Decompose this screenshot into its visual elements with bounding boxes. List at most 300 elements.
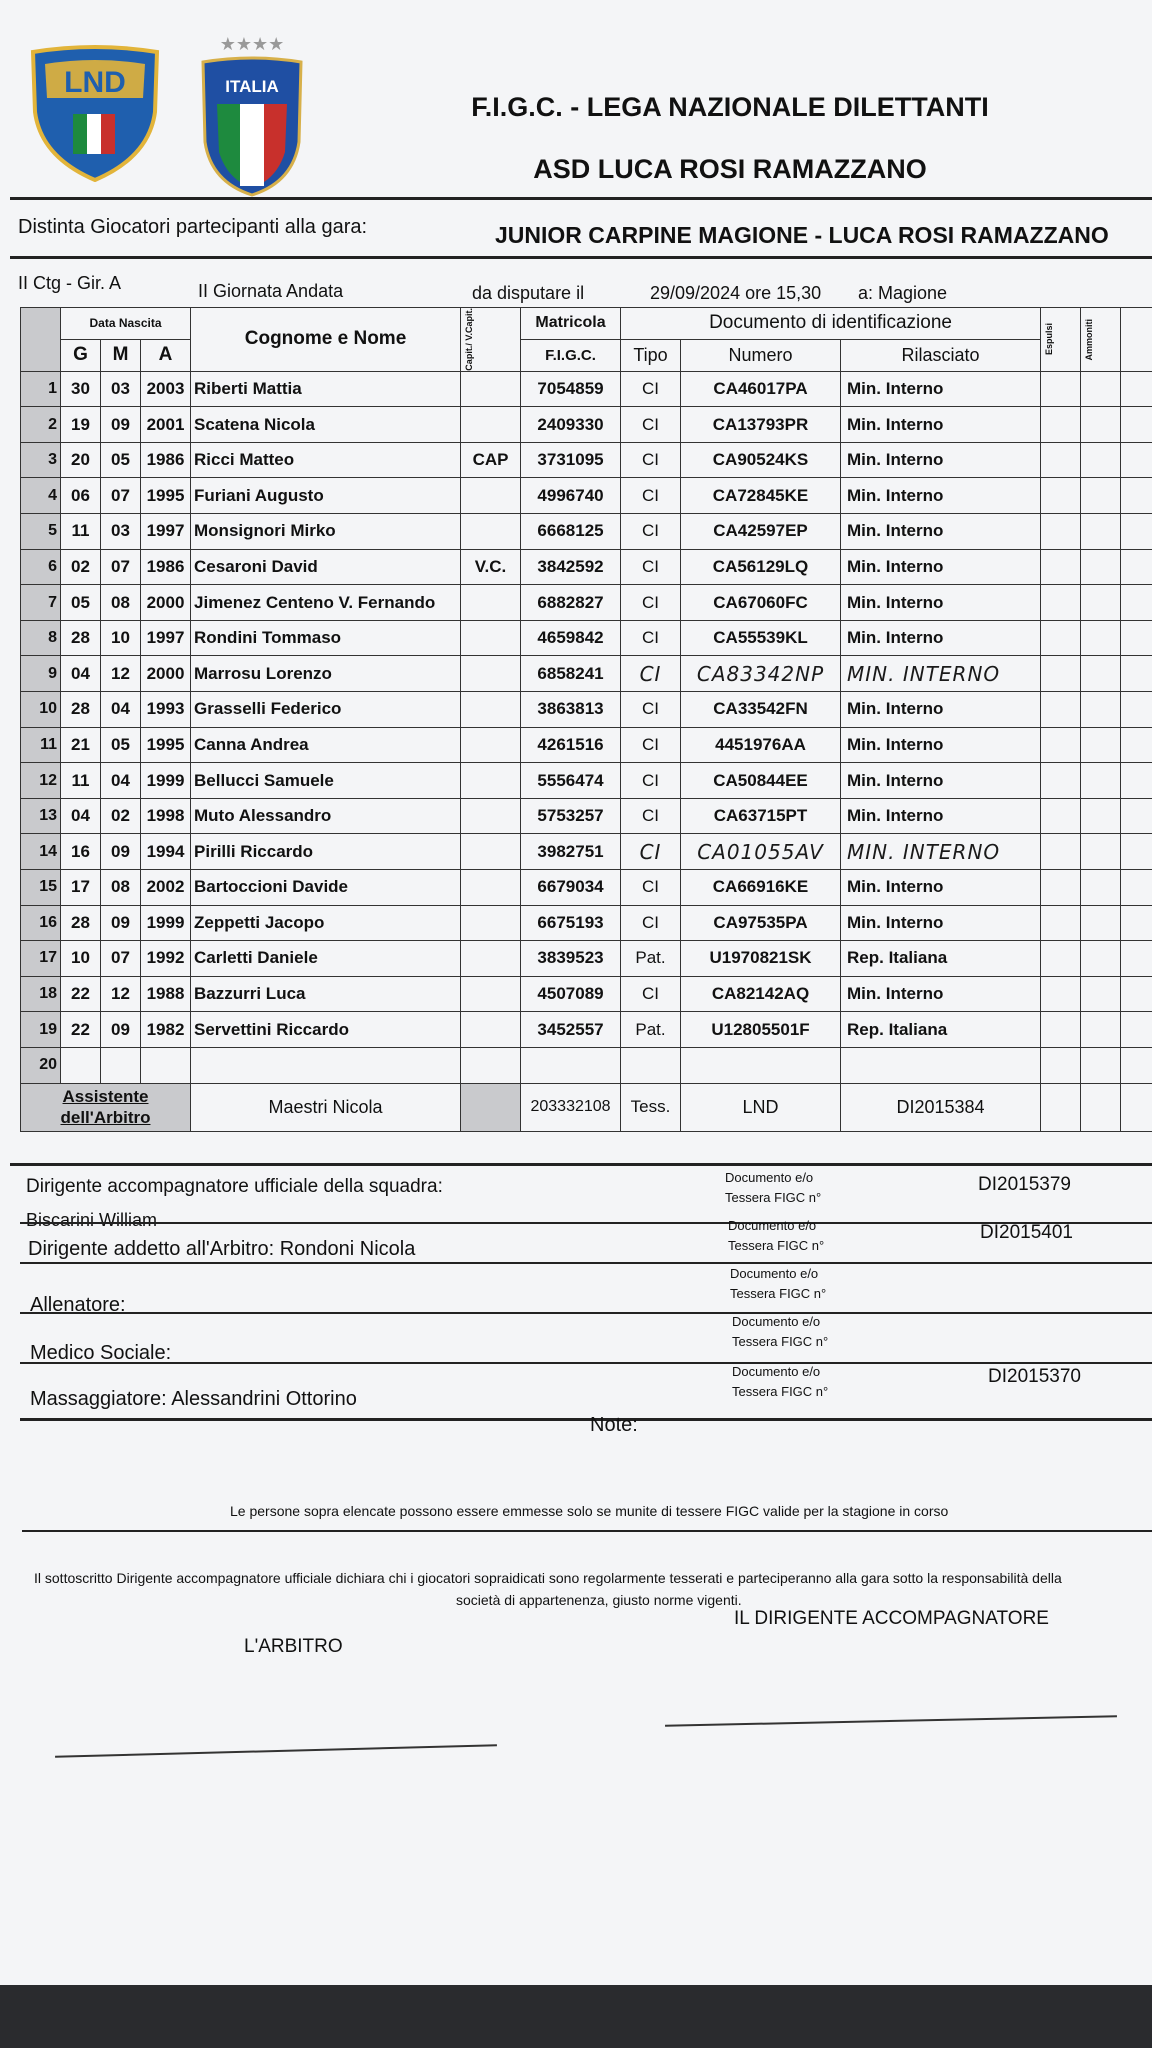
captain-mark [461,371,521,407]
document-type [621,1047,681,1083]
row-number: 15 [21,870,61,906]
extra-cell [1121,1012,1152,1048]
warned-cell [1081,1012,1121,1048]
matricola: 4507089 [521,976,621,1012]
matricola: 6858241 [521,656,621,692]
birth-day: 11 [61,514,101,550]
table-row [21,514,1152,550]
document-number: CA82142AQ [681,976,841,1012]
document-type: CI [621,442,681,478]
validity-notice: Le persone sopra elencate possono essere emmesse solo se munite di tessere FIGC valide per la stagione in corso [230,1503,949,1519]
document-issued: Min. Interno [841,727,1041,763]
document-number: CA72845KE [681,478,841,514]
player-name: Riberti Mattia [191,371,461,407]
captain-mark [461,514,521,550]
matricola: 3839523 [521,941,621,977]
captain-mark [461,1047,521,1083]
svg-text:ITALIA: ITALIA [225,77,279,96]
birth-day: 21 [61,727,101,763]
document-type: CI [621,478,681,514]
dirigente-label: Dirigente accompagnatore ufficiale della squadra: [26,1176,443,1197]
issued-header: Rilasciato [841,339,1041,371]
row-number: 20 [21,1047,61,1083]
assistant-name: Maestri Nicola [191,1083,461,1131]
doc-label-5a: Documento e/o [732,1364,821,1379]
arbitro-dirigente-label: Dirigente addetto all'Arbitro: Rondoni Nicola [28,1238,416,1260]
document-issued: MIN. INTERNO [841,656,1041,692]
player-name: Cesaroni David [191,549,461,585]
player-name: Scatena Nicola [191,407,461,443]
captain-mark [461,692,521,728]
birth-year: 1999 [141,763,191,799]
document-type: CI [621,692,681,728]
row-number-header [21,308,61,372]
birth-year: 1998 [141,798,191,834]
document-number: CA83342NP [681,656,841,692]
referee-signature-line [55,1744,497,1758]
document-number: CA56129LQ [681,549,841,585]
row-number: 7 [21,585,61,621]
warned-cell [1081,478,1121,514]
player-name: Bellucci Samuele [191,763,461,799]
extra-cell [1121,620,1152,656]
extra-cell [1121,371,1152,407]
captain-mark [461,478,521,514]
warned-cell [1081,585,1121,621]
birth-month: 05 [101,727,141,763]
table-row [21,1047,1152,1083]
birth-day: 30 [61,371,101,407]
warned-cell [1081,976,1121,1012]
warned-cell [1081,1047,1121,1083]
header-divider [10,197,1152,200]
captain-mark [461,870,521,906]
expelled-cell [1041,834,1081,870]
matricola: 4659842 [521,620,621,656]
warned-cell [1081,692,1121,728]
document-issued: Min. Interno [841,620,1041,656]
birth-month: 03 [101,514,141,550]
warned-cell [1081,514,1121,550]
document-number: U1970821SK [681,941,841,977]
doc-label-1a: Documento e/o [725,1170,814,1185]
captain-mark [461,798,521,834]
document-type: CI [621,870,681,906]
player-name: Rondini Tommaso [191,620,461,656]
row-number: 18 [21,976,61,1012]
captain-mark: V.C. [461,549,521,585]
dirigente-name: Biscarini William [26,1210,158,1230]
birth-day: 11 [61,763,101,799]
document-number: CA55539KL [681,620,841,656]
birth-month: 12 [101,656,141,692]
assistant-label: Assistente dell'Arbitro [21,1083,191,1131]
expelled-cell [1041,620,1081,656]
warned-cell [1081,941,1121,977]
birth-month: 09 [101,905,141,941]
matricola: 6679034 [521,870,621,906]
birth-month: 12 [101,976,141,1012]
expelled-cell [1041,870,1081,906]
birth-month: 04 [101,692,141,728]
expelled-header: Espulsi [1041,308,1081,372]
birth-year: 1986 [141,549,191,585]
captain-mark [461,585,521,621]
category: II Ctg - Gir. A [18,273,122,293]
matricola: 5753257 [521,798,621,834]
birth-year: 1982 [141,1012,191,1048]
table-row [21,727,1152,763]
birth-year: 2000 [141,585,191,621]
extra-cell [1121,514,1152,550]
extra-cell [1121,798,1152,834]
extra-header [1121,308,1152,372]
expelled-cell [1041,442,1081,478]
photo-shadow [0,1985,1152,2048]
birth-month: 03 [101,371,141,407]
birth-day: 17 [61,870,101,906]
assistant-expelled-cell [1041,1083,1081,1131]
referee-label: L'ARBITRO [244,1636,343,1657]
birth-year [141,1047,191,1083]
name-header: Cognome e Nome [191,308,461,372]
matricola: 7054859 [521,371,621,407]
table-row [21,870,1152,906]
birth-year: 1999 [141,905,191,941]
warned-cell [1081,798,1121,834]
table-row [21,620,1152,656]
table-row [21,407,1152,443]
table-row [21,763,1152,799]
extra-cell [1121,549,1152,585]
birth-date-header: Data Nascita [61,308,191,340]
warned-cell [1081,549,1121,585]
row-number: 13 [21,798,61,834]
matricola: 3452557 [521,1012,621,1048]
assistant-matricola: 203332108 [521,1083,621,1131]
captain-mark [461,620,521,656]
document-issued: Min. Interno [841,692,1041,728]
club-title: ASD LUCA ROSI RAMAZZANO [533,154,927,184]
doc-label-1b: Tessera FIGC n° [725,1190,822,1205]
player-name: Bartoccioni Davide [191,870,461,906]
figc-italia-logo [195,32,310,197]
extra-cell [1121,407,1152,443]
birth-day: 28 [61,905,101,941]
captain-mark [461,407,521,443]
captain-header: Capit./ V.Capit. [461,308,521,372]
staff-bottom-line [20,1418,1152,1421]
medico-label: Medico Sociale: [30,1342,172,1364]
document-type: CI [621,798,681,834]
document-issued: Rep. Italiana [841,941,1041,977]
extra-cell [1121,870,1152,906]
declaration-line-1: Il sottoscritto Dirigente accompagnatore ufficiale dichiara chi i giocatori sopraidicati sono regolarmente tesserati e parteciperanno alla gara sotto la responsabilità della [34,1570,1062,1586]
expelled-cell [1041,692,1081,728]
warned-cell [1081,656,1121,692]
birth-year: 2003 [141,371,191,407]
id-document-header: Documento di identificazione [621,308,1041,340]
doc-label-4a: Documento e/o [732,1314,821,1329]
doc-label-5b: Tessera FIGC n° [732,1384,829,1399]
players-table [20,307,1152,1132]
birth-month: 10 [101,620,141,656]
doc-label-3a: Documento e/o [730,1266,819,1281]
row-number: 8 [21,620,61,656]
player-name: Grasselli Federico [191,692,461,728]
matricola: 6668125 [521,514,621,550]
row-number: 4 [21,478,61,514]
table-header-row-1 [21,308,1152,340]
figc-header: F.I.G.C. [521,339,621,371]
document-issued: Min. Interno [841,371,1041,407]
player-name: Carletti Daniele [191,941,461,977]
birth-day: 04 [61,656,101,692]
birth-day: 10 [61,941,101,977]
captain-mark [461,1012,521,1048]
document-number: CA63715PT [681,798,841,834]
document-type: Pat. [621,1012,681,1048]
expelled-cell [1041,905,1081,941]
captain-mark [461,941,521,977]
warned-cell [1081,442,1121,478]
document-number: CA01055AV [681,834,841,870]
matricola: 4996740 [521,478,621,514]
extra-cell [1121,941,1152,977]
staff-line-3 [20,1312,1152,1314]
birth-year: 2001 [141,407,191,443]
expelled-cell [1041,407,1081,443]
assistant-extra-cell [1121,1083,1152,1131]
declaration-line-2: società di appartenenza, giusto norme vigenti. [456,1592,742,1608]
birth-year: 1993 [141,692,191,728]
type-header: Tipo [621,339,681,371]
staff-line-4 [20,1362,1152,1364]
player-name: Marrosu Lorenzo [191,656,461,692]
assistant-warned-cell [1081,1083,1121,1131]
teams-divider [10,256,1152,259]
expelled-cell [1041,798,1081,834]
document-type: CI [621,549,681,585]
captain-mark [461,727,521,763]
assistant-type: Tess. [621,1083,681,1131]
birth-month: 02 [101,798,141,834]
document-number: CA42597EP [681,514,841,550]
expelled-cell [1041,514,1081,550]
document-number [681,1047,841,1083]
player-name: Canna Andrea [191,727,461,763]
manager-label: IL DIRIGENTE ACCOMPAGNATORE [734,1608,1049,1629]
round: II Giornata Andata [198,281,344,301]
year-header: A [141,339,191,371]
captain-mark [461,905,521,941]
document-type: CI [621,371,681,407]
expelled-cell [1041,941,1081,977]
table-row [21,834,1152,870]
expelled-cell [1041,727,1081,763]
table-row [21,1012,1152,1048]
birth-day: 16 [61,834,101,870]
table-row [21,692,1152,728]
birth-month: 04 [101,763,141,799]
doc-label-4b: Tessera FIGC n° [732,1334,829,1349]
birth-year: 1995 [141,727,191,763]
player-name [191,1047,461,1083]
allenatore-label: Allenatore: [30,1294,126,1316]
captain-mark [461,763,521,799]
warned-cell [1081,407,1121,443]
captain-mark [461,834,521,870]
table-row [21,478,1152,514]
document-type: CI [621,407,681,443]
extra-cell [1121,656,1152,692]
matricola: 3863813 [521,692,621,728]
document-type: CI [621,727,681,763]
matricola [521,1047,621,1083]
document-type: Pat. [621,941,681,977]
row-number: 16 [21,905,61,941]
assistant-issued: DI2015384 [841,1083,1041,1131]
row-number: 17 [21,941,61,977]
matricola: 4261516 [521,727,621,763]
birth-day: 22 [61,976,101,1012]
birth-day: 05 [61,585,101,621]
document-issued: Min. Interno [841,870,1041,906]
row-number: 3 [21,442,61,478]
document-issued [841,1047,1041,1083]
expelled-cell [1041,585,1081,621]
matricola: 6675193 [521,905,621,941]
birth-month: 09 [101,834,141,870]
expelled-cell [1041,656,1081,692]
birth-day: 28 [61,692,101,728]
row-number: 14 [21,834,61,870]
warned-cell [1081,727,1121,763]
match-datetime: 29/09/2024 ore 15,30 [650,283,822,303]
birth-month [101,1047,141,1083]
row-number: 2 [21,407,61,443]
warned-header: Ammoniti [1081,308,1121,372]
notice-line [22,1530,1152,1532]
document-issued: Min. Interno [841,763,1041,799]
doc-label-2b: Tessera FIGC n° [728,1238,825,1253]
table-row [21,442,1152,478]
document-type: CI [621,905,681,941]
row-number: 1 [21,371,61,407]
table-row [21,656,1152,692]
extra-cell [1121,727,1152,763]
extra-cell [1121,585,1152,621]
expelled-cell [1041,371,1081,407]
document-number: CA67060FC [681,585,841,621]
document-type: CI [621,585,681,621]
birth-year: 1992 [141,941,191,977]
document-issued: Min. Interno [841,549,1041,585]
birth-day: 06 [61,478,101,514]
birth-month: 05 [101,442,141,478]
document-type: CI [621,834,681,870]
assistant-row [21,1083,1152,1131]
match-teams: JUNIOR CARPINE MAGIONE - LUCA ROSI RAMAZZANO [495,222,1109,248]
document-issued: Min. Interno [841,407,1041,443]
month-header: M [101,339,141,371]
matricola: 3731095 [521,442,621,478]
document-issued: Min. Interno [841,976,1041,1012]
document-issued: Min. Interno [841,442,1041,478]
birth-year: 1997 [141,620,191,656]
birth-month: 07 [101,941,141,977]
birth-day: 02 [61,549,101,585]
arbitro-dirigente-doc: DI2015401 [980,1222,1073,1243]
extra-cell [1121,478,1152,514]
document-number: U12805501F [681,1012,841,1048]
document-number: CA46017PA [681,371,841,407]
player-name: Muto Alessandro [191,798,461,834]
birth-year: 1988 [141,976,191,1012]
table-row [21,371,1152,407]
row-number: 19 [21,1012,61,1048]
document-issued: Rep. Italiana [841,1012,1041,1048]
row-number: 5 [21,514,61,550]
to-play-label: da disputare il [472,283,585,303]
birth-day: 28 [61,620,101,656]
extra-cell [1121,834,1152,870]
extra-cell [1121,692,1152,728]
row-number: 11 [21,727,61,763]
match-venue: a: Magione [858,283,948,303]
document-type: CI [621,976,681,1012]
birth-year: 1986 [141,442,191,478]
player-name: Servettini Riccardo [191,1012,461,1048]
captain-mark [461,976,521,1012]
table-row [21,976,1152,1012]
birth-month: 09 [101,1012,141,1048]
staff-line-2 [20,1262,1152,1264]
document-number: CA33542FN [681,692,841,728]
table-row [21,549,1152,585]
doc-label-2a: Documento e/o [728,1218,817,1233]
captain-mark: CAP [461,442,521,478]
manager-signature-line [665,1715,1117,1726]
birth-year: 1995 [141,478,191,514]
birth-day [61,1047,101,1083]
matricola: 6882827 [521,585,621,621]
expelled-cell [1041,763,1081,799]
massaggiatore-doc: DI2015370 [988,1366,1081,1387]
birth-month: 08 [101,585,141,621]
document-number: CA90524KS [681,442,841,478]
assistant-number: LND [681,1083,841,1131]
expelled-cell [1041,1012,1081,1048]
row-number: 9 [21,656,61,692]
warned-cell [1081,371,1121,407]
number-header: Numero [681,339,841,371]
document-type: CI [621,656,681,692]
table-header-row-2 [21,339,1152,371]
warned-cell [1081,870,1121,906]
birth-month: 07 [101,478,141,514]
player-name: Furiani Augusto [191,478,461,514]
table-row [21,798,1152,834]
document-issued: Min. Interno [841,514,1041,550]
document-issued: Min. Interno [841,478,1041,514]
document-number: CA66916KE [681,870,841,906]
table-row [21,585,1152,621]
document-type: CI [621,620,681,656]
player-name: Pirilli Riccardo [191,834,461,870]
warned-cell [1081,763,1121,799]
document-type: CI [621,763,681,799]
